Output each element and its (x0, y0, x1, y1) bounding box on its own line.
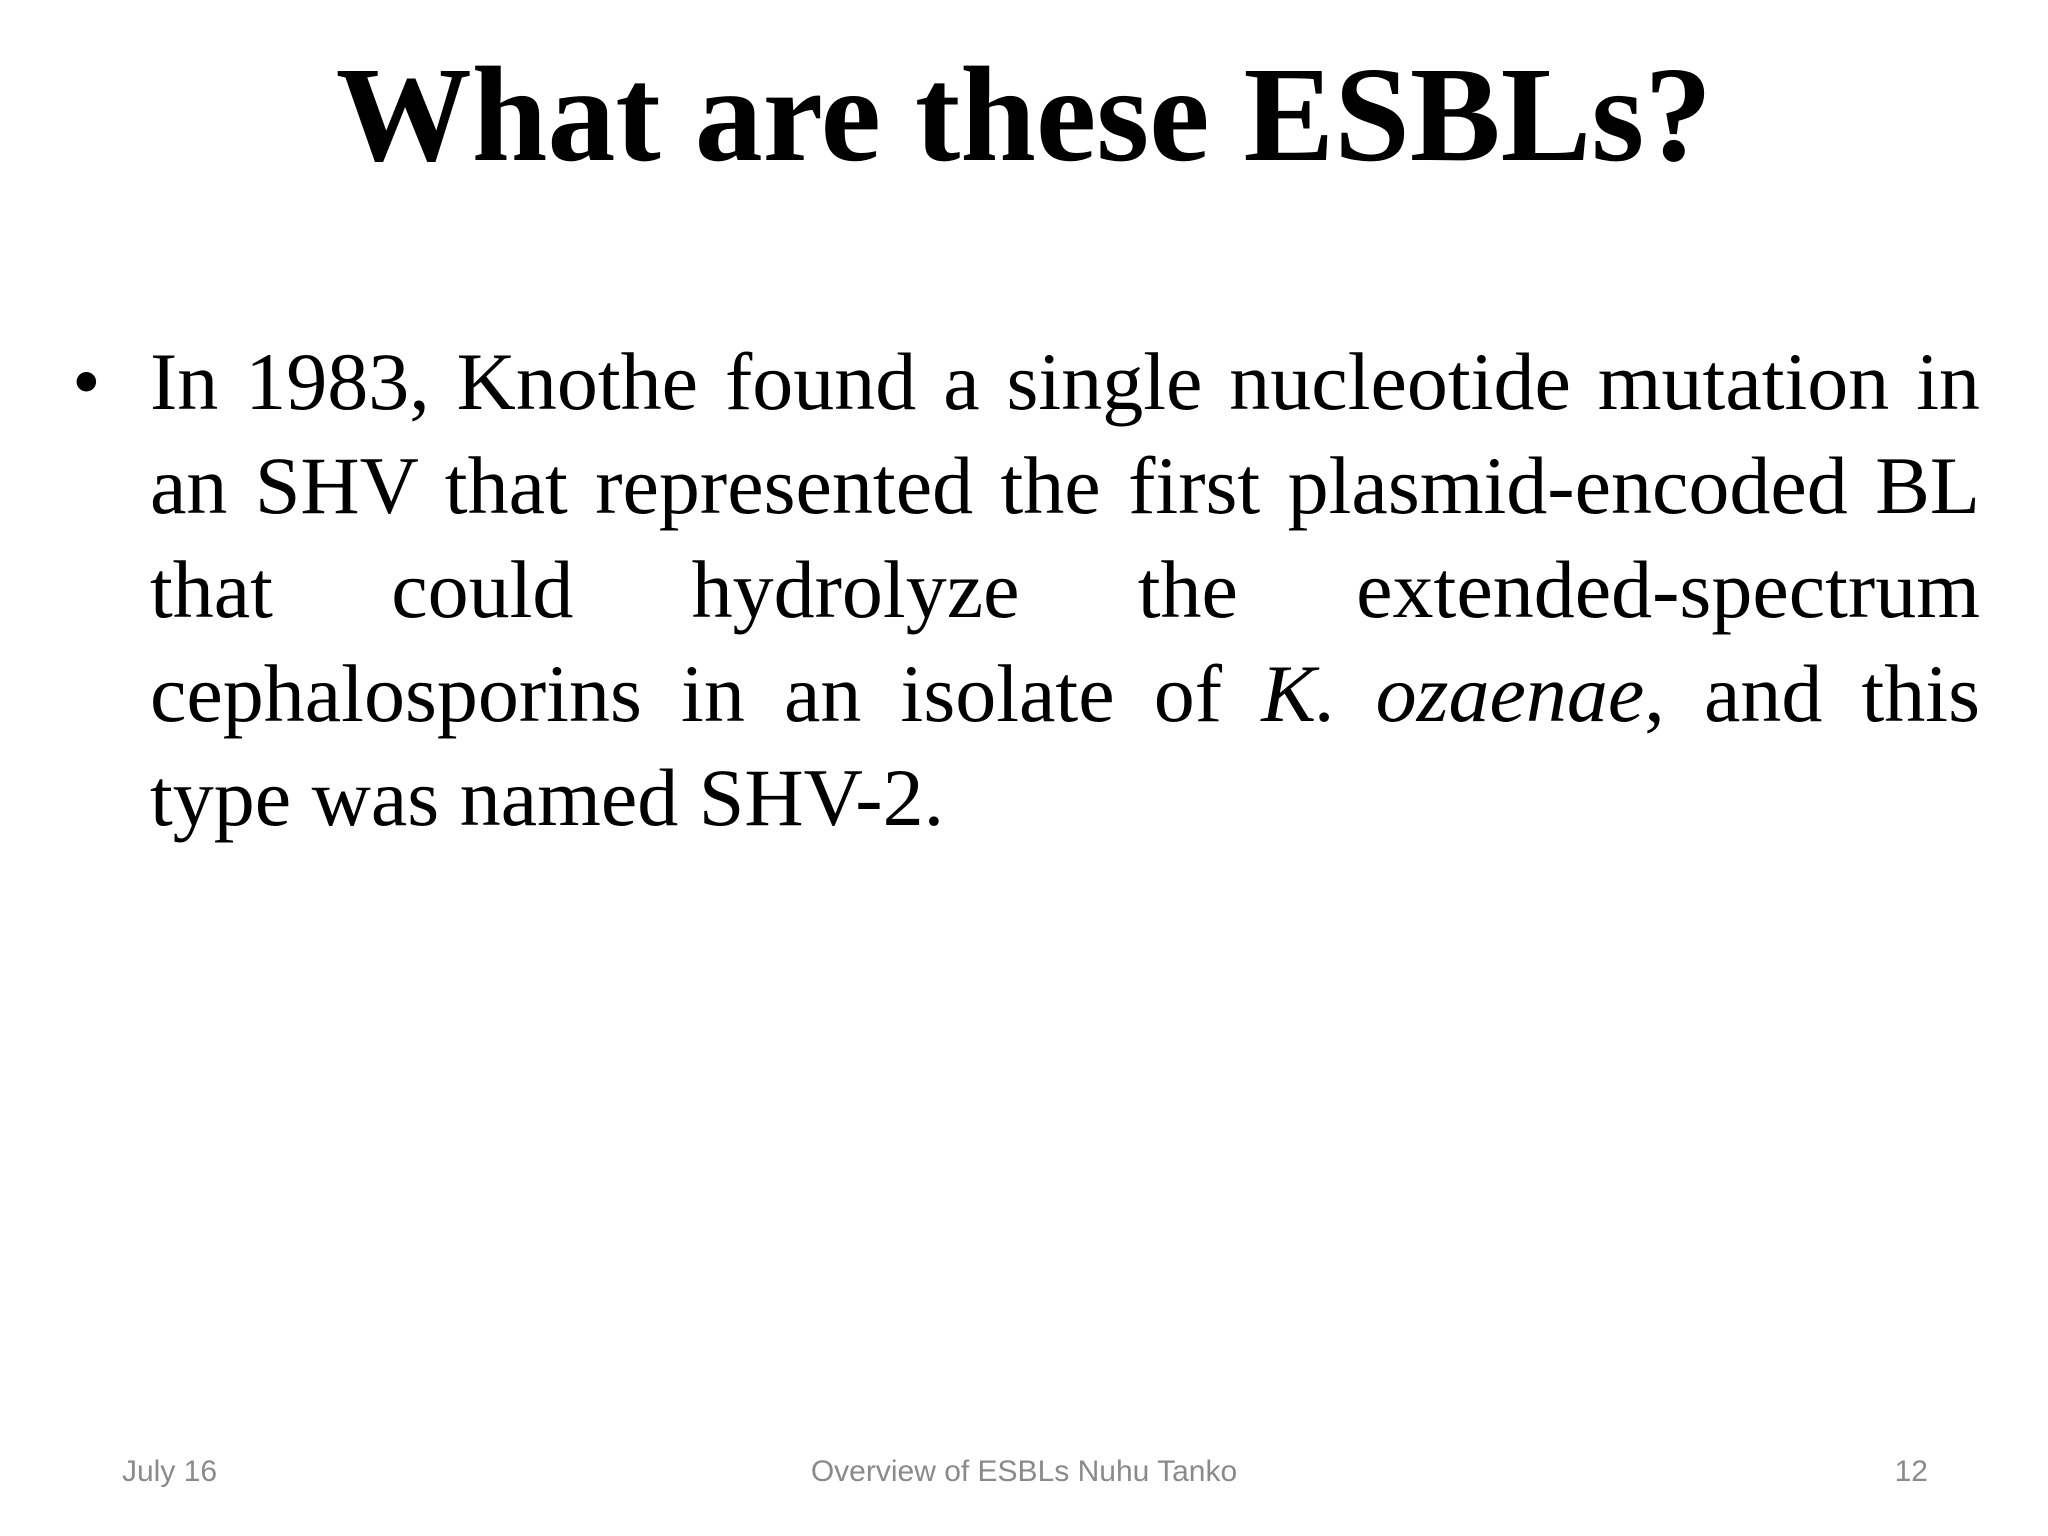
slide-number: 12 (1894, 1455, 1928, 1488)
slide-content (72, 330, 1980, 850)
bullet-item (72, 330, 1980, 850)
bullet-text-after: , and this type was named SHV-2. (150, 648, 1980, 843)
slide-title: What are these ESBLs? (335, 40, 1713, 190)
footer-title: Overview of ESBLs Nuhu Tanko (810, 1455, 1238, 1488)
species-name: K. ozaenae (1261, 648, 1645, 739)
bullet-icon: • (72, 336, 101, 427)
footer-date: July 16 (122, 1455, 218, 1488)
bullet-text-before: In 1983, Knothe found a single nucleotide mutation in an SHV that represented the first plasmid-encoded BL that could hydrolyze the extended-spectrum cephalosporins in an isolate of (150, 336, 1980, 739)
